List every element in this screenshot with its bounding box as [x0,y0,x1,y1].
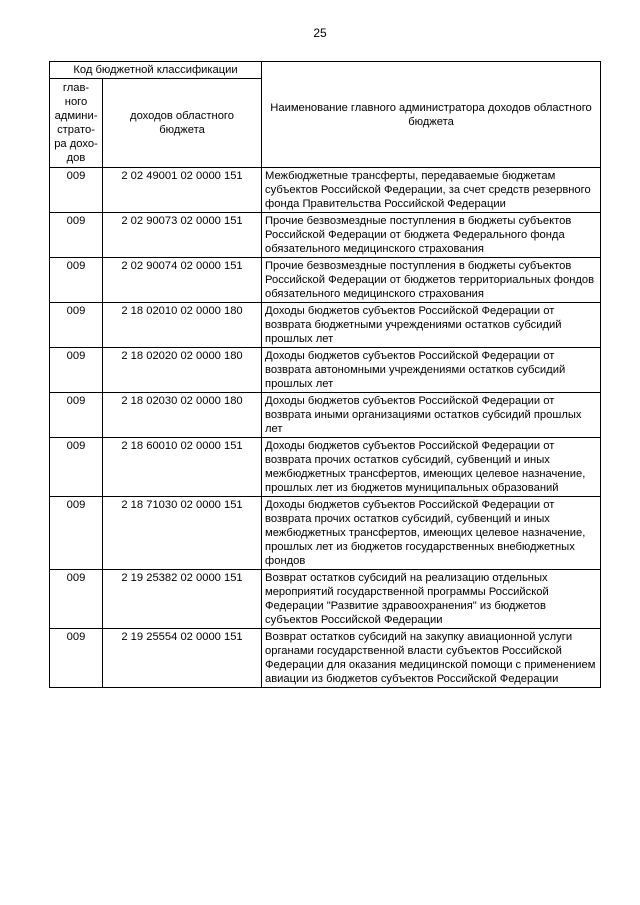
cell-budget-code: 2 02 49001 02 0000 151 [103,168,262,213]
cell-budget-code: 2 18 02010 02 0000 180 [103,303,262,348]
table-row [50,168,601,213]
cell-budget-code: 2 18 02020 02 0000 180 [103,348,262,393]
cell-income-name: Прочие безвозмездные поступления в бюджеты субъектов Российской Федерации от бюджета Федерального фонда обязательного медицинского страхования [262,213,601,258]
table-row [50,570,601,629]
table-row [50,213,601,258]
cell-budget-code: 2 19 25382 02 0000 151 [103,570,262,629]
cell-admin-code: 009 [50,438,103,497]
cell-income-name: Доходы бюджетов субъектов Российской Федерации от возврата прочих остатков субсидий, субвенций и иных межбюджетных трансфертов, имеющих целевое назначение, прошлых лет из бюджетов муниципальных образований [262,438,601,497]
table-row [50,393,601,438]
cell-admin-code: 009 [50,348,103,393]
cell-admin-code: 009 [50,570,103,629]
cell-admin-code: 009 [50,168,103,213]
table-row [50,348,601,393]
header-administrator-name: Наименование главного администратора доходов областного бюджета [262,62,601,168]
header-regional-budget-income: доходов областного бюджета [103,79,262,168]
cell-income-name: Доходы бюджетов субъектов Российской Федерации от возврата иными организациями остатков субсидий прошлых лет [262,393,601,438]
cell-income-name: Межбюджетные трансферты, передаваемые бюджетам субъектов Российской Федерации, за счет средств резервного фонда Правительства Российской Федерации [262,168,601,213]
table-row [50,497,601,570]
page-number: 25 [313,26,327,40]
cell-budget-code: 2 18 60010 02 0000 151 [103,438,262,497]
cell-budget-code: 2 18 71030 02 0000 151 [103,497,262,570]
cell-income-name: Доходы бюджетов субъектов Российской Федерации от возврата прочих остатков субсидий, субвенций и иных межбюджетных трансфертов, имеющих целевое назначение, прошлых лет из бюджетов государственных внебюджетных фондов [262,497,601,570]
table-row [50,438,601,497]
cell-income-name: Возврат остатков субсидий на реализацию отдельных мероприятий государственной программы Российской Федерации "Развитие здравоохранения" из бюджетов субъектов Российской Федерации [262,570,601,629]
cell-admin-code: 009 [50,258,103,303]
table-row [50,258,601,303]
cell-income-name: Возврат остатков субсидий на закупку авиационной услуги органами государственной власти субъектов Российской Федерации для оказания медицинской помощи с применением авиации из бюджетов субъектов Российской Федерации [262,629,601,688]
header-row-group [50,62,601,79]
cell-budget-code: 2 19 25554 02 0000 151 [103,629,262,688]
header-main-administrator: глав-ного админи-страто-ра дохо-дов [50,79,103,168]
cell-admin-code: 009 [50,213,103,258]
header-budget-classification-code: Код бюджетной классификации [50,62,262,79]
table-row [50,629,601,688]
cell-income-name: Доходы бюджетов субъектов Российской Федерации от возврата бюджетными учреждениями остатков субсидий прошлых лет [262,303,601,348]
cell-budget-code: 2 18 02030 02 0000 180 [103,393,262,438]
cell-income-name: Прочие безвозмездные поступления в бюджеты субъектов Российской Федерации от бюджетов территориальных фондов обязательного медицинского страхования [262,258,601,303]
cell-income-name: Доходы бюджетов субъектов Российской Федерации от возврата автономными учреждениями остатков субсидий прошлых лет [262,348,601,393]
cell-admin-code: 009 [50,303,103,348]
table-row [50,303,601,348]
budget-classification-table [49,61,601,688]
cell-budget-code: 2 02 90073 02 0000 151 [103,213,262,258]
cell-admin-code: 009 [50,393,103,438]
cell-admin-code: 009 [50,629,103,688]
cell-admin-code: 009 [50,497,103,570]
cell-budget-code: 2 02 90074 02 0000 151 [103,258,262,303]
